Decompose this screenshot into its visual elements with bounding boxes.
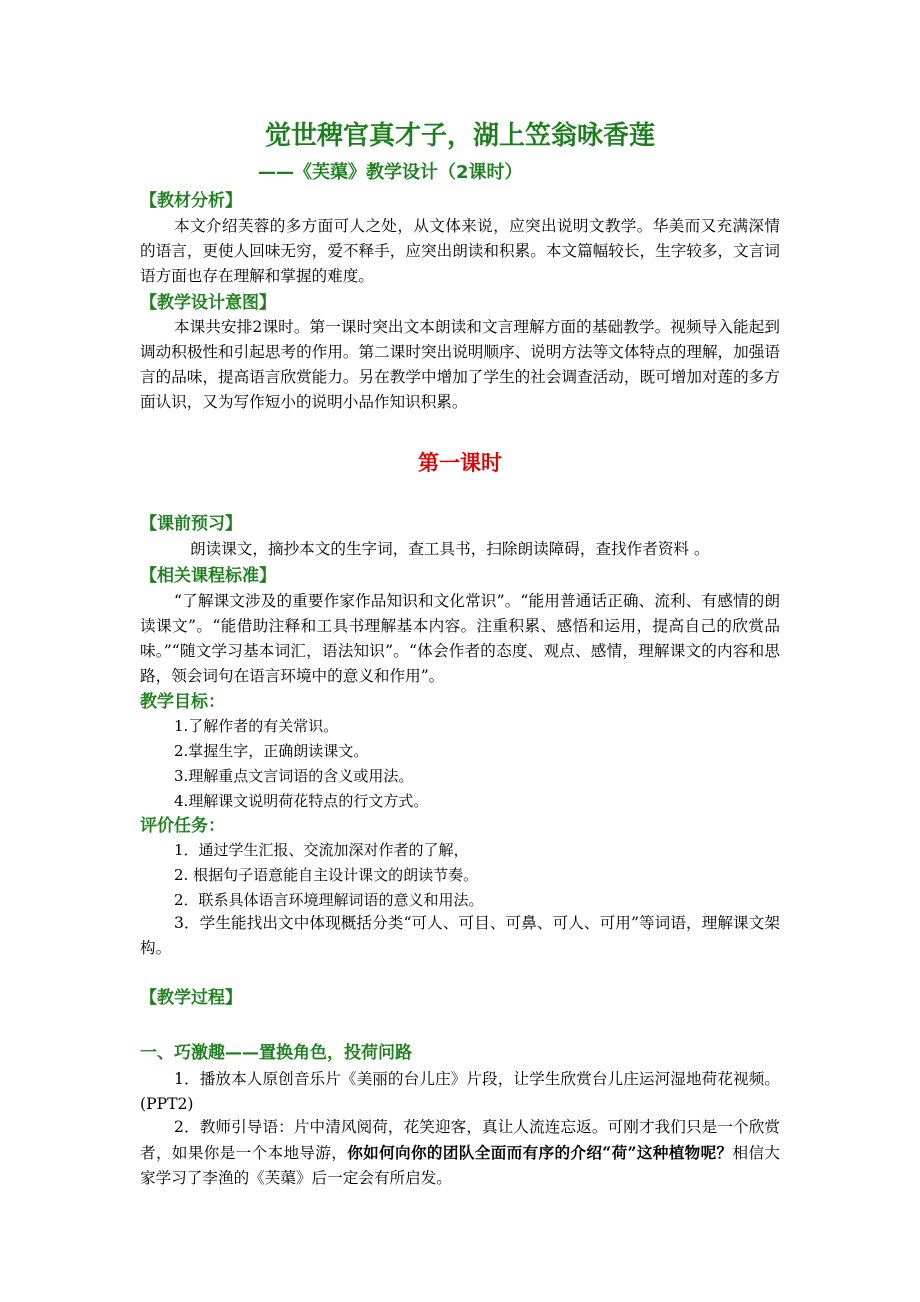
analysis-paragraph: 本文介绍芙蓉的多方面可人之处，从文体来说，应突出说明文教学。华美而又充满深情的语言，更使人回味无穷，爱不释手，应突出朗读和积累。本文篇幅较长，生字较多，文言词语方面也存在理解和掌握的难度。 — [140, 217, 780, 285]
list-item: 2．联系具体语言环境理解词语的意义和用法。 — [174, 891, 484, 909]
list-item: 2. 根据句子语意能自主设计课文的朗读节奏。 — [174, 866, 479, 884]
intent-heading: 【教学设计意图】 — [140, 293, 276, 313]
list-item: 1.了解作者的有关常识。 — [174, 717, 339, 735]
step-one-paragraph-1: 1．播放本人原创音乐片《美丽的台儿庄》片段，让学生欣赏台儿庄运河湿地荷花视频。(PPT2) — [140, 1070, 780, 1113]
step-one-text-a: 2．教师引导语：片中清风阅荷，花笑迎客，真让人流连忘返。可刚才我们只是一个欣赏者，如果你是一个本地导游， — [140, 1118, 780, 1162]
standard-paragraph: “了解课文涉及的重要作家作品知识和文化常识”。“能用普通话正确、流利、有感情的朗读课文”。“能借助注释和工具书理解基本内容。注重积累、感悟和运用，提高自己的欣赏品味。”“随文学习基本词汇，语法知识”。“体会作者的态度、观点、感情，理解课文的内容和思路，领会词句在语言环境中的意义和作用”。 — [140, 592, 780, 685]
intent-paragraph: 本课共安排2课时。第一课时突出文本朗读和文言理解方面的基础教学。视频导入能起到调动积极性和引起思考的作用。第二课时突出说明顺序、说明方法等文体特点的理解，加强语言的品味，提高语言欣赏能力。另在教学中增加了学生的社会调查活动，既可增加对莲的多方面认识，又为写作短小的说明小品作知识积累。 — [140, 318, 780, 411]
goals-list — [140, 714, 780, 814]
analysis-heading: 【教材分析】 — [140, 191, 242, 211]
list-item: 2.掌握生字，正确朗读课文。 — [174, 742, 369, 760]
process-heading: 【教学过程】 — [140, 988, 242, 1008]
step-one-paragraph-2 — [140, 1115, 780, 1191]
eval-heading: 评价任务： — [140, 816, 225, 836]
step-one-heading: 一、巧激趣——置换角色，投荷问路 — [140, 1043, 412, 1063]
step-one-text-c: 相信大家学习了李渔的《芙蕖》后一定会有所启发。 — [140, 1144, 780, 1187]
page-title: 觉世稗官真才子，湖上笠翁咏香莲 — [264, 121, 655, 151]
preview-paragraph: 朗读课文，摘抄本文的生字词，查工具书，扫除朗读障碍，查找作者资料 。 — [190, 540, 710, 558]
eval-paragraph: 3．学生能找出文中体现概括分类“可人、可目、可鼻、可人、可用”等词语，理解课文架构。 — [140, 914, 780, 957]
step-one-bold-question: 你如何向你的团队全面而有序的介绍“荷”这种植物呢？ — [347, 1143, 733, 1162]
list-item: 3.理解重点文言词语的含义或用法。 — [174, 767, 414, 785]
eval-list — [140, 838, 780, 913]
standard-heading: 【相关课程标准】 — [140, 566, 276, 586]
lesson-one-heading: 第一课时 — [418, 451, 502, 475]
list-item: 1．通过学生汇报、交流加深对作者的了解， — [174, 841, 469, 859]
list-item: 4.理解课文说明荷花特点的行文方式。 — [174, 792, 429, 810]
preview-heading: 【课前预习】 — [140, 514, 242, 534]
goals-heading: 教学目标： — [140, 692, 225, 712]
page-subtitle: ——《芙蕖》教学设计（2课时） — [258, 162, 523, 183]
